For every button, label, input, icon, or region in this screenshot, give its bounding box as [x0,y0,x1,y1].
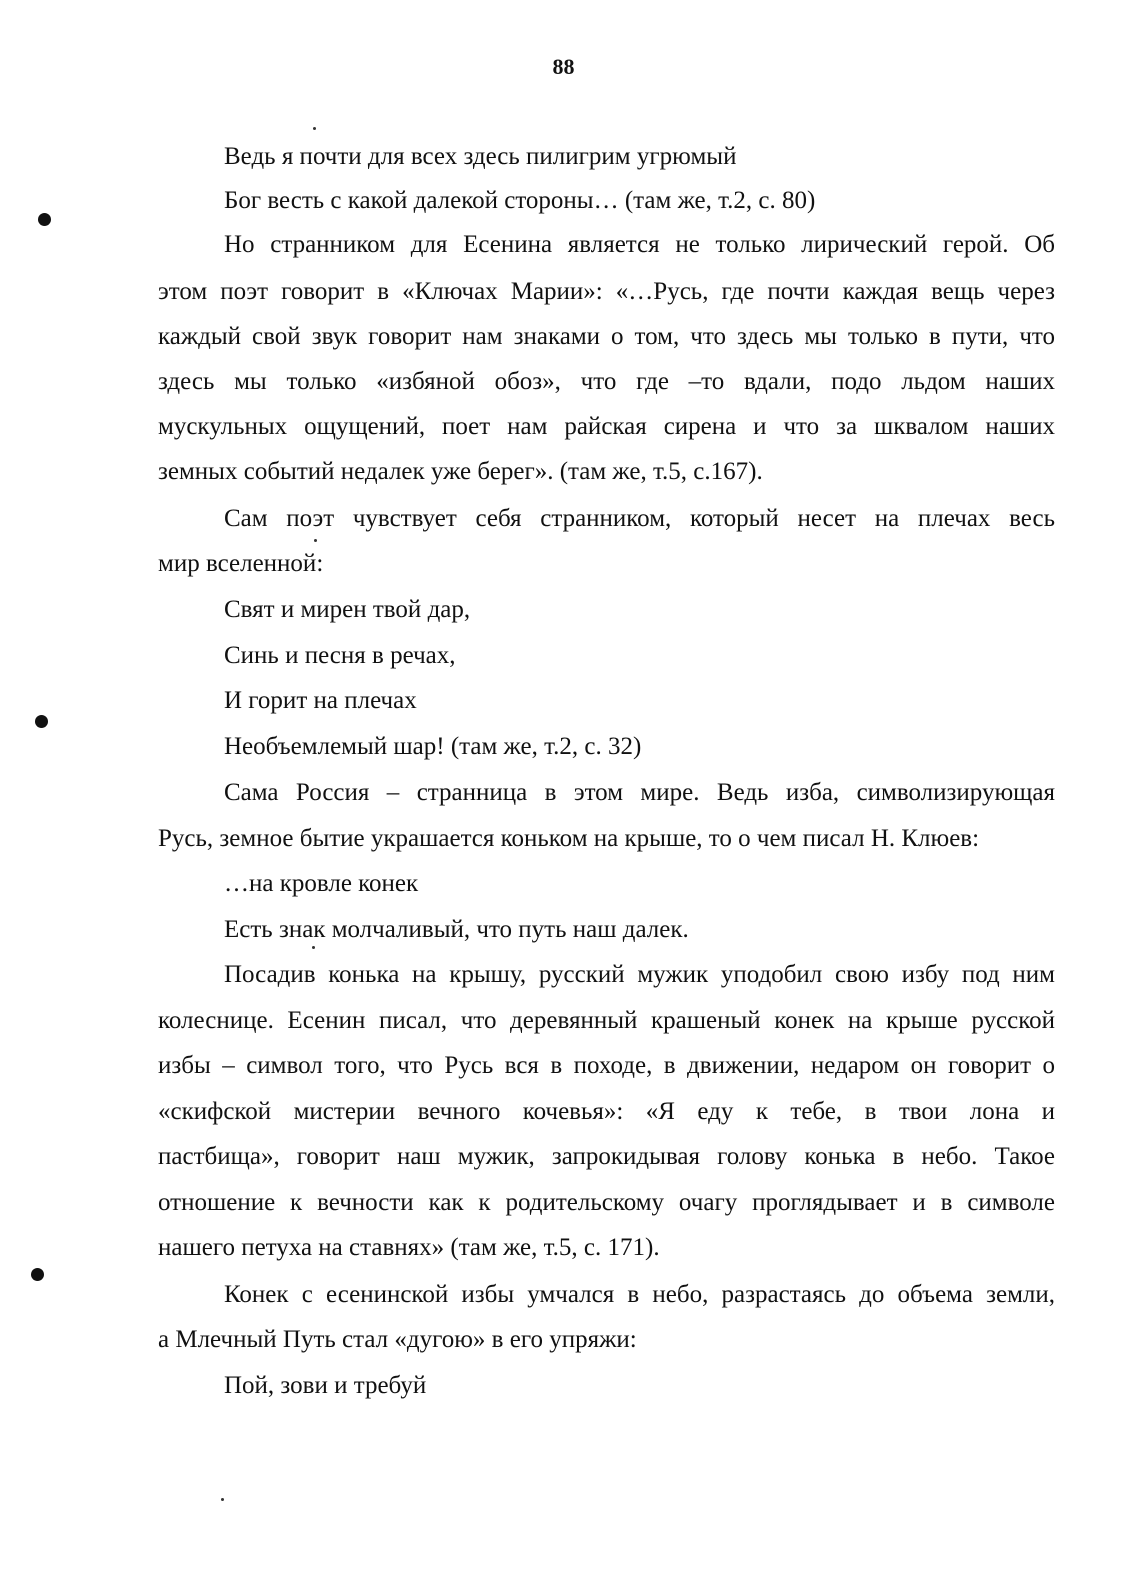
text-line: Русь, земное бытие украшается коньком на крыше, то о чем писал Н. Клюев: [158,825,980,852]
text-line: мускульных ощущений, поет нам райская сирена и что за шквалом наших [158,413,1055,440]
text-line: Но странником для Есенина является не только лирический герой. Об [224,231,1055,258]
text-line: Посадив конька на крышу, русский мужик уподобил свою избу под ним [224,961,1055,988]
text-line: Конек с есенинской избы умчался в небо, разрастаясь до объема земли, [224,1281,1055,1308]
text-line: мир вселенной: [158,550,324,577]
text-line: Ведь я почти для всех здесь пилигрим угрюмый [224,143,737,170]
punch-hole-mark [38,213,51,226]
page-number: 88 [552,54,575,79]
text-line: Бог весть с какой далекой стороны… (там же, т.2, с. 80) [224,187,816,214]
text-line: Синь и песня в речах, [224,642,456,669]
text-line: …на кровле конек [224,870,419,897]
text-line: этом поэт говорит в «Ключах Марии»: «…Русь, где почти каждая вещь через [158,278,1055,305]
scan-speck [221,1498,224,1501]
punch-hole-mark [31,1268,44,1281]
text-line: Свят и мирен твой дар, [224,596,471,623]
text-line: Пой, зови и требуй [224,1372,427,1399]
scan-speck [314,539,317,542]
text-line: Необъемлемый шар! (там же, т.2, с. 32) [224,733,642,760]
text-line: Есть знак молчаливый, что путь наш далек. [224,916,689,943]
text-line: И горит на плечах [224,687,417,714]
text-line: избы – символ того, что Русь вся в походе, в движении, недаром он говорит о [158,1052,1055,1079]
punch-hole-mark [35,715,48,728]
text-line: колеснице. Есенин писал, что деревянный крашеный конек на крыше русской [158,1007,1055,1034]
text-line: каждый свой звук говорит нам знаками о том, что здесь мы только в пути, что [158,323,1055,350]
text-line: земных событий недалек уже берег». (там же, т.5, с.167). [158,458,763,485]
text-line: здесь мы только «избяной обоз», что где –то вдали, подо льдом наших [158,368,1055,395]
text-line: пастбища», говорит наш мужик, запрокидывая голову конька в небо. Такое [158,1143,1055,1170]
text-line: отношение к вечности как к родительскому очагу проглядывает и в символе [158,1189,1055,1216]
text-line: Сама Россия – странница в этом мире. Ведь изба, символизирующая [224,779,1055,806]
scan-speck [313,127,316,130]
text-line: а Млечный Путь стал «дугою» в его упряжи: [158,1326,637,1353]
scan-speck [312,946,315,949]
text-line: нашего петуха на ставнях» (там же, т.5, с. 171). [158,1234,660,1261]
text-line: Сам поэт чувствует себя странником, который несет на плечах весь [224,505,1055,532]
text-line: «скифской мистерии вечного кочевья»: «Я еду к тебе, в твои лона и [158,1098,1055,1125]
